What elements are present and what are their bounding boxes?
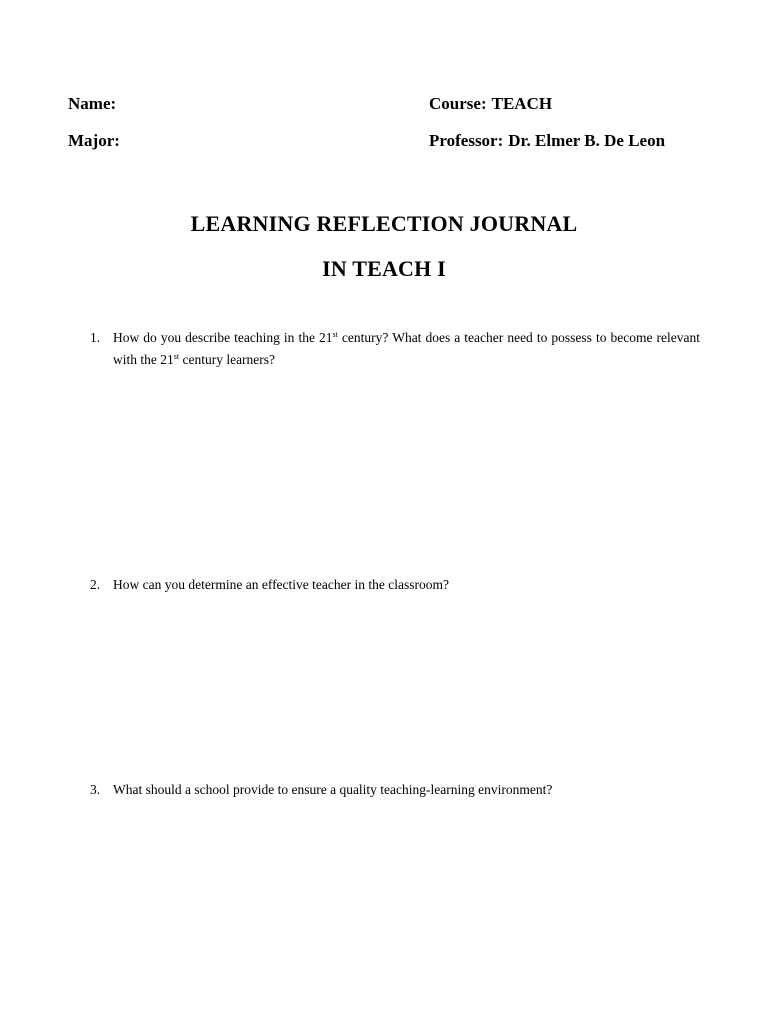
professor-field (429, 131, 665, 151)
question-item (90, 574, 700, 596)
major-field (68, 131, 120, 151)
document-title: LEARNING REFLECTION JOURNAL (190, 211, 578, 236)
course-value: TEACH (491, 94, 553, 113)
professor-label: Professor: (429, 131, 504, 150)
question-text: What should a school provide to ensure a quality teaching-learning environment? (113, 782, 553, 797)
ordinal-superscript: st (332, 330, 338, 339)
question-item (90, 327, 700, 371)
question-text-part: century learners? (179, 352, 276, 367)
question-text (113, 327, 700, 371)
document-subtitle: IN TEACH I (322, 256, 446, 281)
question-number: 2. (90, 577, 101, 592)
major-label: Major: (68, 131, 120, 150)
question-text: How can you determine an effective teacher in the classroom? (113, 577, 449, 592)
question-text-part: How do you describe teaching in the 21 (113, 330, 333, 345)
question-text-part: century? What does a teacher need to possess to become relevant with the 21 (113, 330, 700, 367)
professor-value: Dr. Elmer B. De Leon (508, 131, 666, 150)
question-item (90, 779, 700, 801)
name-field (68, 94, 116, 114)
question-number: 3. (90, 782, 101, 797)
ordinal-superscript: st (173, 352, 180, 361)
course-field (429, 94, 552, 114)
course-label: Course: (429, 94, 487, 113)
question-number: 1. (90, 330, 101, 345)
name-label: Name: (68, 94, 117, 113)
